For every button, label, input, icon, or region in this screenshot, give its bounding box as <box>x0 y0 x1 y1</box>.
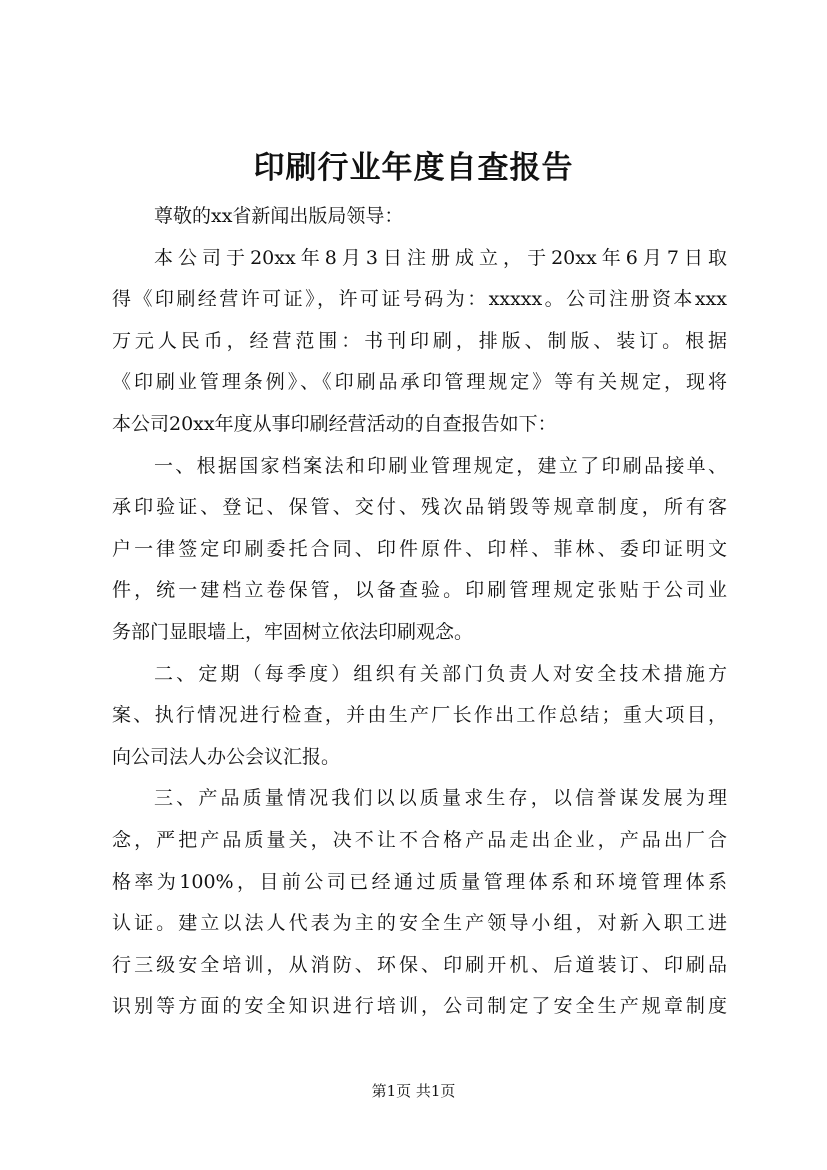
paragraph-line: 得《印刷经营许可证》，许可证号码为：xxxxx。公司注册资本xxx <box>112 288 727 311</box>
paragraph-line: 万元人民币，经营范围：书刊印刷，排版、制版、装订。根据 <box>112 329 727 352</box>
paragraph-line: 本公司于20xx年8月3日注册成立，于20xx年6月7日取 <box>154 246 727 269</box>
document-title: 印刷行业年度自查报告 <box>253 150 574 186</box>
paragraph-line: 承印验证、登记、保管、交付、残次品销毁等规章制度，所有客 <box>112 496 727 519</box>
paragraph-line: 认证。建立以法人代表为主的安全生产领导小组，对新入职工进 <box>112 912 727 935</box>
paragraph-line: 一、根据国家档案法和印刷业管理规定，建立了印刷品接单、 <box>154 454 727 477</box>
paragraph-line: 行三级安全培训，从消防、环保、印刷开机、后道装订、印刷品 <box>112 953 727 976</box>
paragraph-line: 案、执行情况进行检查，并由生产厂长作出工作总结；重大项目， <box>112 704 727 727</box>
paragraph-line: 向公司法人办公会议汇报。 <box>112 745 341 768</box>
paragraph-line: 本公司20xx年度从事印刷经营活动的自查报告如下： <box>112 412 557 435</box>
paragraph-line: 户一律签定印刷委托合同、印件原件、印样、菲林、委印证明文 <box>112 537 727 560</box>
paragraph-line: 格率为100%，目前公司已经通过质量管理体系和环境管理体系 <box>112 870 727 893</box>
paragraph-line: 念，严把产品质量关，决不让不合格产品走出企业，产品出厂合 <box>112 828 727 851</box>
page-number: 第1页 共1页 <box>371 1082 456 1100</box>
paragraph-line: 二、定期（每季度）组织有关部门负责人对安全技术措施方 <box>154 662 727 685</box>
salutation-line: 尊敬的xx省新闻出版局领导： <box>154 205 404 227</box>
document-body <box>112 196 727 1028</box>
paragraph-line: 三、产品质量情况我们以以质量求生存，以信誉谋发展为理 <box>154 787 727 810</box>
paragraph-line: 件，统一建档立卷保管，以备查验。印刷管理规定张贴于公司业 <box>112 579 727 602</box>
paragraph-line: 识别等方面的安全知识进行培训，公司制定了安全生产规章制度 <box>112 995 727 1018</box>
paragraph-line: 务部门显眼墙上，牢固树立依法印刷观念。 <box>112 620 474 643</box>
paragraph-line: 《印刷业管理条例》、《印刷品承印管理规定》等有关规定，现将 <box>112 371 727 394</box>
